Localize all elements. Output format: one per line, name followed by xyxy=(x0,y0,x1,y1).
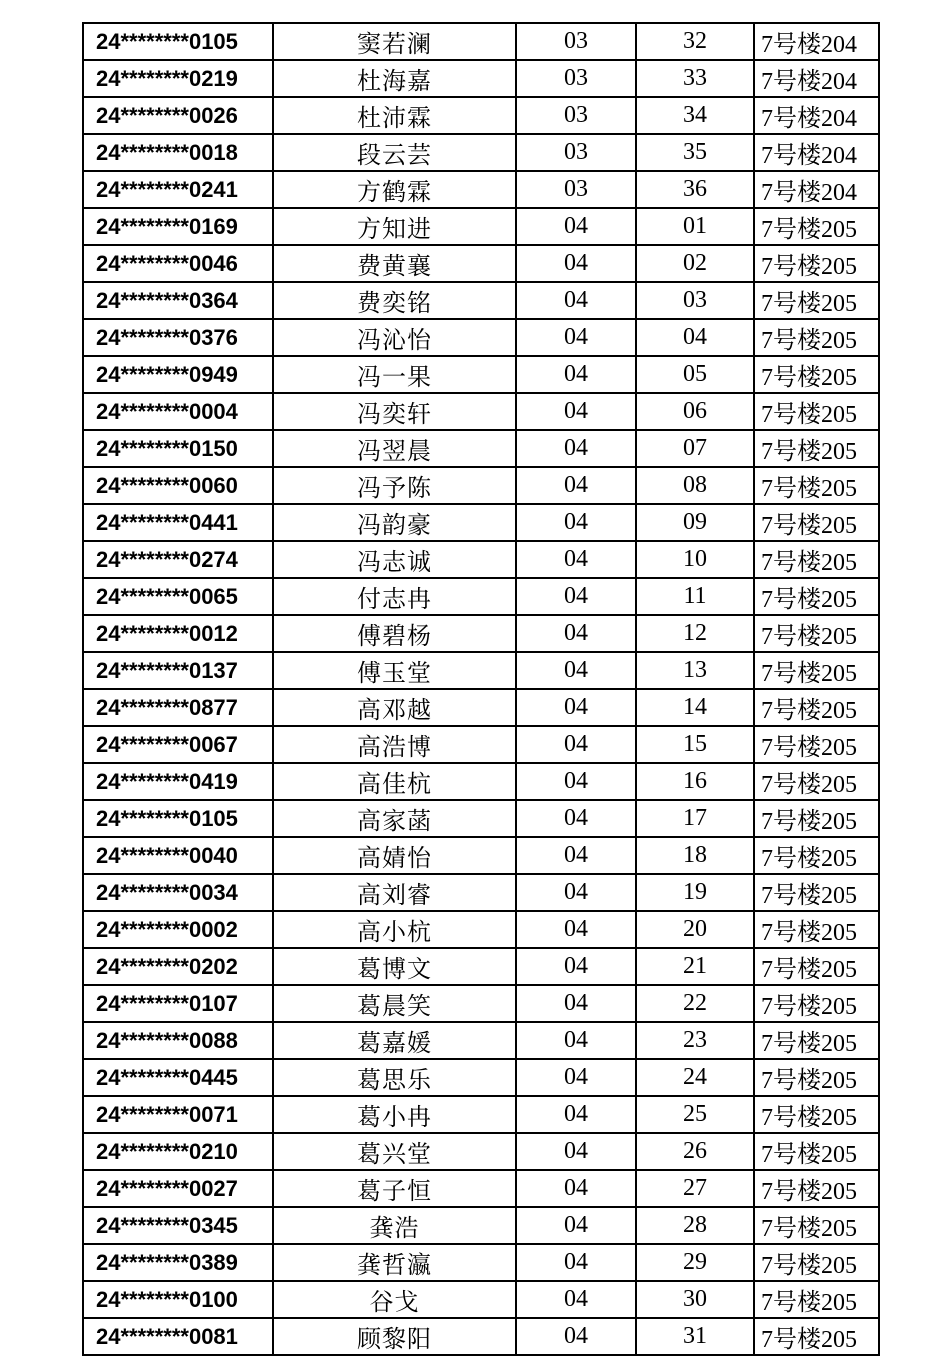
location-cell: 7号楼205 xyxy=(754,282,879,319)
seat-number-cell: 04 xyxy=(636,319,754,356)
seat-number-cell: 09 xyxy=(636,504,754,541)
student-name-cell: 顾黎阳 xyxy=(273,1318,516,1355)
location-cell: 7号楼205 xyxy=(754,319,879,356)
seat-number-cell: 31 xyxy=(636,1318,754,1355)
location-cell: 7号楼205 xyxy=(754,1170,879,1207)
location-cell: 7号楼205 xyxy=(754,1207,879,1244)
seat-number-cell: 20 xyxy=(636,911,754,948)
exam-room-cell: 04 xyxy=(516,985,636,1022)
table-row xyxy=(83,319,879,356)
student-id-cell: 24********0105 xyxy=(83,800,273,837)
student-name-cell: 方鹤霖 xyxy=(273,171,516,208)
table-row xyxy=(83,985,879,1022)
student-name-cell: 高浩博 xyxy=(273,726,516,763)
exam-room-cell: 04 xyxy=(516,837,636,874)
student-name-cell: 杜沛霖 xyxy=(273,97,516,134)
student-name-cell: 葛小冉 xyxy=(273,1096,516,1133)
student-id-cell: 24********0137 xyxy=(83,652,273,689)
location-cell: 7号楼205 xyxy=(754,874,879,911)
location-cell: 7号楼205 xyxy=(754,985,879,1022)
exam-room-cell: 04 xyxy=(516,319,636,356)
location-cell: 7号楼205 xyxy=(754,689,879,726)
student-id-cell: 24********0376 xyxy=(83,319,273,356)
table-row xyxy=(83,1133,879,1170)
student-name-cell: 冯志诚 xyxy=(273,541,516,578)
student-id-cell: 24********0202 xyxy=(83,948,273,985)
exam-room-cell: 03 xyxy=(516,60,636,97)
exam-room-cell: 04 xyxy=(516,1096,636,1133)
seat-number-cell: 36 xyxy=(636,171,754,208)
exam-room-cell: 04 xyxy=(516,615,636,652)
student-id-cell: 24********0107 xyxy=(83,985,273,1022)
location-cell: 7号楼205 xyxy=(754,726,879,763)
student-name-cell: 葛思乐 xyxy=(273,1059,516,1096)
table-row xyxy=(83,874,879,911)
student-name-cell: 冯奕轩 xyxy=(273,393,516,430)
table-row xyxy=(83,171,879,208)
exam-room-cell: 03 xyxy=(516,23,636,60)
location-cell: 7号楼205 xyxy=(754,393,879,430)
seat-number-cell: 08 xyxy=(636,467,754,504)
table-row xyxy=(83,393,879,430)
student-name-cell: 冯一果 xyxy=(273,356,516,393)
student-id-cell: 24********0034 xyxy=(83,874,273,911)
student-id-cell: 24********0210 xyxy=(83,1133,273,1170)
table-row xyxy=(83,689,879,726)
exam-room-cell: 04 xyxy=(516,356,636,393)
location-cell: 7号楼205 xyxy=(754,763,879,800)
table-body xyxy=(83,23,879,1355)
location-cell: 7号楼205 xyxy=(754,1059,879,1096)
seat-number-cell: 15 xyxy=(636,726,754,763)
table-row xyxy=(83,1022,879,1059)
location-cell: 7号楼205 xyxy=(754,208,879,245)
student-name-cell: 段云芸 xyxy=(273,134,516,171)
seat-number-cell: 33 xyxy=(636,60,754,97)
table-row xyxy=(83,97,879,134)
student-id-cell: 24********0441 xyxy=(83,504,273,541)
student-id-cell: 24********0949 xyxy=(83,356,273,393)
seat-number-cell: 16 xyxy=(636,763,754,800)
table-row xyxy=(83,763,879,800)
seat-number-cell: 34 xyxy=(636,97,754,134)
table-row xyxy=(83,134,879,171)
location-cell: 7号楼205 xyxy=(754,504,879,541)
student-name-cell: 葛晨笑 xyxy=(273,985,516,1022)
table-row xyxy=(83,1059,879,1096)
student-name-cell: 付志冉 xyxy=(273,578,516,615)
table-row xyxy=(83,948,879,985)
seat-number-cell: 01 xyxy=(636,208,754,245)
exam-room-cell: 04 xyxy=(516,430,636,467)
table-row xyxy=(83,615,879,652)
seat-number-cell: 19 xyxy=(636,874,754,911)
student-id-cell: 24********0274 xyxy=(83,541,273,578)
location-cell: 7号楼205 xyxy=(754,578,879,615)
exam-room-cell: 03 xyxy=(516,171,636,208)
student-id-cell: 24********0105 xyxy=(83,23,273,60)
seat-number-cell: 22 xyxy=(636,985,754,1022)
seat-number-cell: 12 xyxy=(636,615,754,652)
student-name-cell: 窦若澜 xyxy=(273,23,516,60)
student-name-cell: 谷戈 xyxy=(273,1281,516,1318)
student-id-cell: 24********0241 xyxy=(83,171,273,208)
location-cell: 7号楼205 xyxy=(754,800,879,837)
seat-number-cell: 21 xyxy=(636,948,754,985)
seat-number-cell: 32 xyxy=(636,23,754,60)
table-row xyxy=(83,356,879,393)
student-name-cell: 龚浩 xyxy=(273,1207,516,1244)
student-name-cell: 方知进 xyxy=(273,208,516,245)
table-row xyxy=(83,467,879,504)
student-id-cell: 24********0067 xyxy=(83,726,273,763)
seat-assignment-table xyxy=(82,22,880,1356)
exam-room-cell: 04 xyxy=(516,245,636,282)
exam-room-cell: 04 xyxy=(516,1318,636,1355)
student-name-cell: 杜海嘉 xyxy=(273,60,516,97)
table-row xyxy=(83,1244,879,1281)
location-cell: 7号楼205 xyxy=(754,615,879,652)
student-id-cell: 24********0219 xyxy=(83,60,273,97)
exam-room-cell: 04 xyxy=(516,393,636,430)
student-name-cell: 高婧怡 xyxy=(273,837,516,874)
table-row xyxy=(83,1207,879,1244)
table-row xyxy=(83,800,879,837)
exam-room-cell: 03 xyxy=(516,134,636,171)
exam-room-cell: 04 xyxy=(516,541,636,578)
student-id-cell: 24********0026 xyxy=(83,97,273,134)
seat-number-cell: 13 xyxy=(636,652,754,689)
student-id-cell: 24********0012 xyxy=(83,615,273,652)
student-id-cell: 24********0046 xyxy=(83,245,273,282)
student-id-cell: 24********0027 xyxy=(83,1170,273,1207)
table-row xyxy=(83,430,879,467)
exam-room-cell: 04 xyxy=(516,652,636,689)
table-row xyxy=(83,541,879,578)
exam-room-cell: 04 xyxy=(516,1170,636,1207)
seat-number-cell: 07 xyxy=(636,430,754,467)
student-id-cell: 24********0088 xyxy=(83,1022,273,1059)
student-id-cell: 24********0364 xyxy=(83,282,273,319)
seat-number-cell: 35 xyxy=(636,134,754,171)
student-id-cell: 24********0002 xyxy=(83,911,273,948)
exam-room-cell: 04 xyxy=(516,1022,636,1059)
exam-room-cell: 04 xyxy=(516,874,636,911)
location-cell: 7号楼205 xyxy=(754,356,879,393)
location-cell: 7号楼204 xyxy=(754,60,879,97)
student-id-cell: 24********0081 xyxy=(83,1318,273,1355)
student-id-cell: 24********0060 xyxy=(83,467,273,504)
table-row xyxy=(83,282,879,319)
student-name-cell: 葛博文 xyxy=(273,948,516,985)
table-row xyxy=(83,60,879,97)
exam-room-cell: 04 xyxy=(516,1133,636,1170)
exam-room-cell: 03 xyxy=(516,97,636,134)
seat-number-cell: 03 xyxy=(636,282,754,319)
seat-number-cell: 05 xyxy=(636,356,754,393)
student-name-cell: 费黄襄 xyxy=(273,245,516,282)
seat-number-cell: 25 xyxy=(636,1096,754,1133)
student-id-cell: 24********0445 xyxy=(83,1059,273,1096)
student-name-cell: 冯韵豪 xyxy=(273,504,516,541)
table-row xyxy=(83,245,879,282)
table-row xyxy=(83,1318,879,1355)
student-id-cell: 24********0345 xyxy=(83,1207,273,1244)
exam-room-cell: 04 xyxy=(516,948,636,985)
table-row xyxy=(83,911,879,948)
location-cell: 7号楼205 xyxy=(754,541,879,578)
student-id-cell: 24********0004 xyxy=(83,393,273,430)
student-name-cell: 葛兴堂 xyxy=(273,1133,516,1170)
exam-room-cell: 04 xyxy=(516,726,636,763)
location-cell: 7号楼205 xyxy=(754,430,879,467)
student-name-cell: 傅玉堂 xyxy=(273,652,516,689)
student-id-cell: 24********0150 xyxy=(83,430,273,467)
student-name-cell: 葛子恒 xyxy=(273,1170,516,1207)
seat-number-cell: 29 xyxy=(636,1244,754,1281)
seat-number-cell: 14 xyxy=(636,689,754,726)
table-row xyxy=(83,1281,879,1318)
exam-room-cell: 04 xyxy=(516,800,636,837)
seat-number-cell: 10 xyxy=(636,541,754,578)
location-cell: 7号楼205 xyxy=(754,1096,879,1133)
student-id-cell: 24********0419 xyxy=(83,763,273,800)
seat-number-cell: 30 xyxy=(636,1281,754,1318)
exam-room-cell: 04 xyxy=(516,1281,636,1318)
location-cell: 7号楼204 xyxy=(754,23,879,60)
student-id-cell: 24********0018 xyxy=(83,134,273,171)
table-row xyxy=(83,23,879,60)
location-cell: 7号楼205 xyxy=(754,948,879,985)
student-id-cell: 24********0389 xyxy=(83,1244,273,1281)
exam-room-cell: 04 xyxy=(516,689,636,726)
student-name-cell: 高邓越 xyxy=(273,689,516,726)
student-name-cell: 高刘睿 xyxy=(273,874,516,911)
seat-number-cell: 28 xyxy=(636,1207,754,1244)
table-row xyxy=(83,652,879,689)
location-cell: 7号楼205 xyxy=(754,1244,879,1281)
seat-number-cell: 06 xyxy=(636,393,754,430)
exam-room-cell: 04 xyxy=(516,1059,636,1096)
student-name-cell: 高小杭 xyxy=(273,911,516,948)
location-cell: 7号楼205 xyxy=(754,652,879,689)
seat-number-cell: 02 xyxy=(636,245,754,282)
student-name-cell: 高家菡 xyxy=(273,800,516,837)
location-cell: 7号楼205 xyxy=(754,911,879,948)
table-row xyxy=(83,504,879,541)
exam-room-cell: 04 xyxy=(516,208,636,245)
seat-number-cell: 27 xyxy=(636,1170,754,1207)
student-name-cell: 冯沁怡 xyxy=(273,319,516,356)
exam-room-cell: 04 xyxy=(516,1207,636,1244)
seat-number-cell: 23 xyxy=(636,1022,754,1059)
seat-number-cell: 17 xyxy=(636,800,754,837)
location-cell: 7号楼205 xyxy=(754,1022,879,1059)
location-cell: 7号楼205 xyxy=(754,467,879,504)
table-row xyxy=(83,208,879,245)
location-cell: 7号楼205 xyxy=(754,1133,879,1170)
student-name-cell: 冯予陈 xyxy=(273,467,516,504)
table-row xyxy=(83,837,879,874)
student-name-cell: 傅碧杨 xyxy=(273,615,516,652)
location-cell: 7号楼204 xyxy=(754,97,879,134)
location-cell: 7号楼205 xyxy=(754,1281,879,1318)
student-id-cell: 24********0100 xyxy=(83,1281,273,1318)
student-id-cell: 24********0040 xyxy=(83,837,273,874)
location-cell: 7号楼205 xyxy=(754,245,879,282)
location-cell: 7号楼205 xyxy=(754,837,879,874)
seat-number-cell: 26 xyxy=(636,1133,754,1170)
table-row xyxy=(83,578,879,615)
table-row xyxy=(83,1170,879,1207)
exam-room-cell: 04 xyxy=(516,282,636,319)
student-name-cell: 高佳杭 xyxy=(273,763,516,800)
seat-number-cell: 24 xyxy=(636,1059,754,1096)
student-name-cell: 葛嘉媛 xyxy=(273,1022,516,1059)
exam-room-cell: 04 xyxy=(516,504,636,541)
student-id-cell: 24********0169 xyxy=(83,208,273,245)
location-cell: 7号楼205 xyxy=(754,1318,879,1355)
exam-room-cell: 04 xyxy=(516,763,636,800)
student-id-cell: 24********0877 xyxy=(83,689,273,726)
location-cell: 7号楼204 xyxy=(754,134,879,171)
exam-room-cell: 04 xyxy=(516,467,636,504)
student-name-cell: 龚哲瀛 xyxy=(273,1244,516,1281)
exam-room-cell: 04 xyxy=(516,1244,636,1281)
student-id-cell: 24********0065 xyxy=(83,578,273,615)
table-row xyxy=(83,1096,879,1133)
seat-number-cell: 18 xyxy=(636,837,754,874)
student-name-cell: 冯翌晨 xyxy=(273,430,516,467)
exam-room-cell: 04 xyxy=(516,911,636,948)
seat-number-cell: 11 xyxy=(636,578,754,615)
table-row xyxy=(83,726,879,763)
student-name-cell: 费奕铭 xyxy=(273,282,516,319)
exam-room-cell: 04 xyxy=(516,578,636,615)
location-cell: 7号楼204 xyxy=(754,171,879,208)
student-id-cell: 24********0071 xyxy=(83,1096,273,1133)
